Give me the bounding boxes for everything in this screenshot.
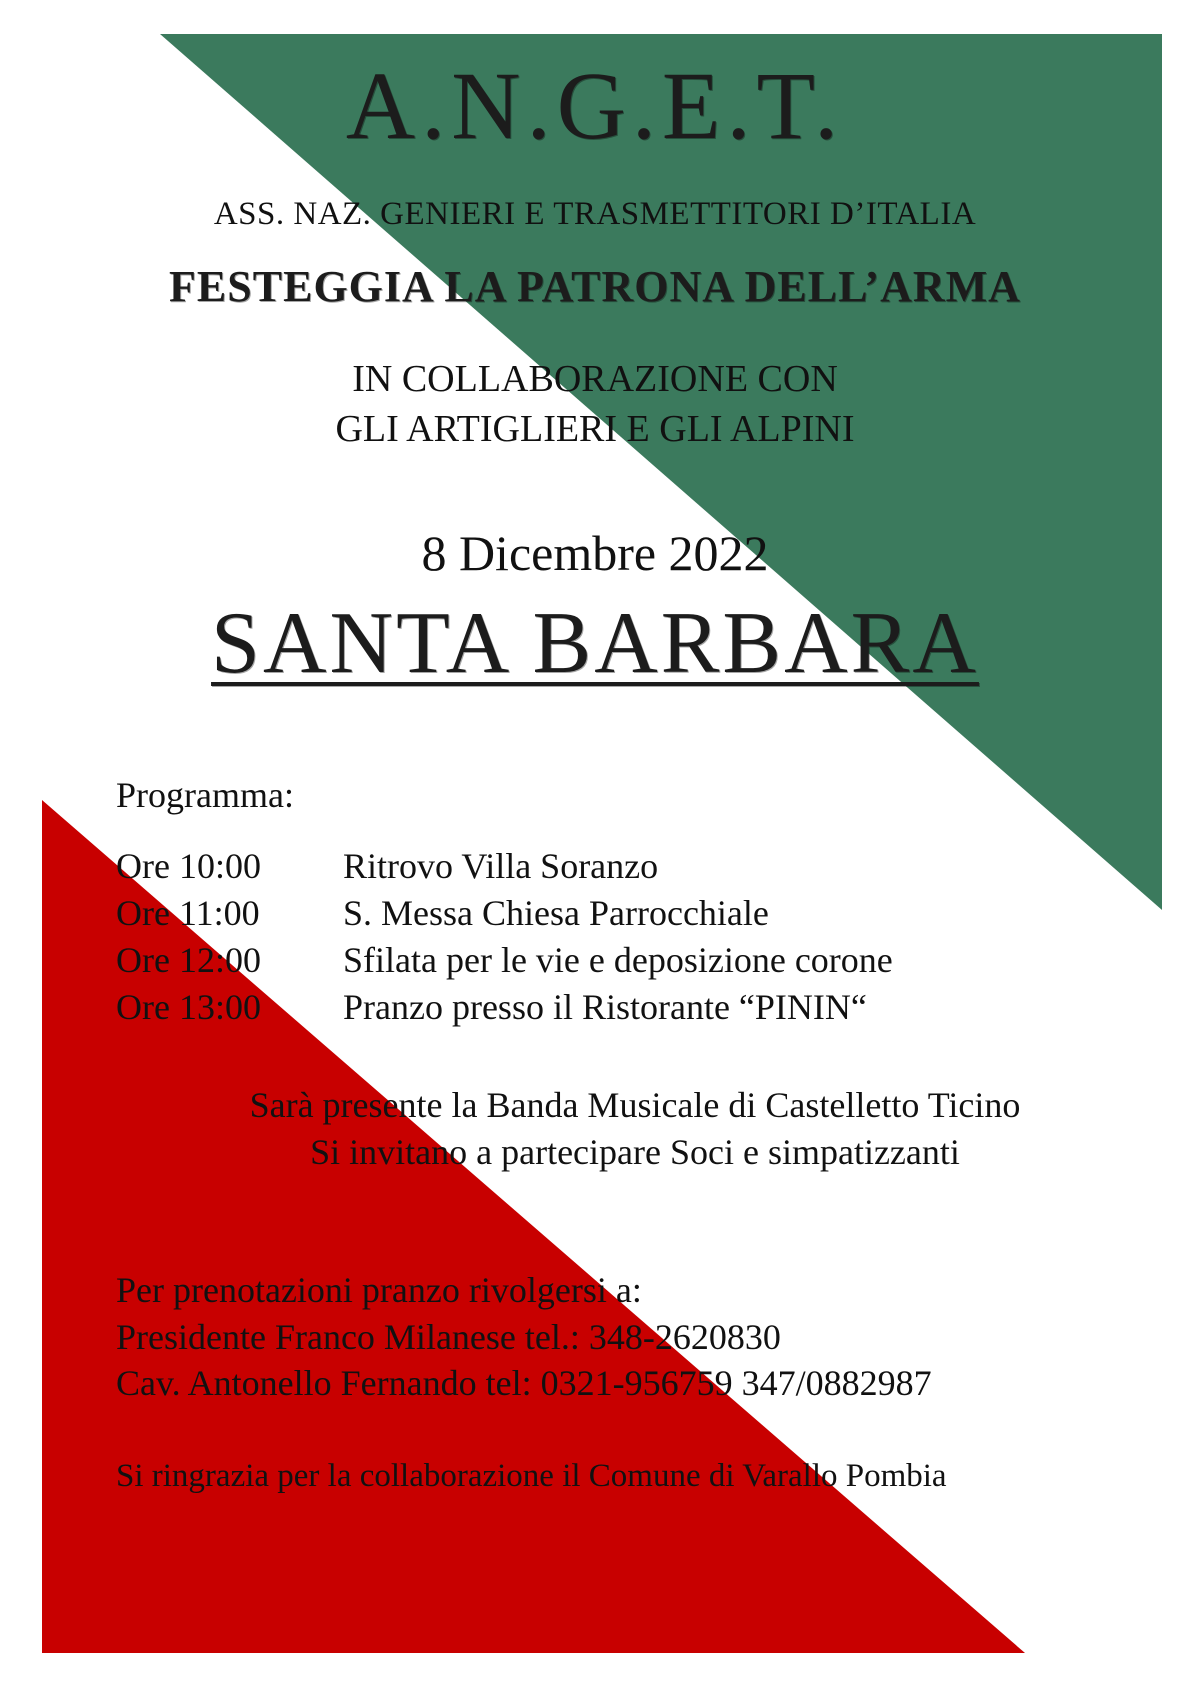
band-note: Sarà presente la Banda Musicale di Castelletto Ticino [249, 1085, 1021, 1125]
program-activity: Ritrovo Villa Soranzo [343, 846, 659, 886]
organization-subtitle: ASS. NAZ. GENIERI E TRASMETTITORI D’ITALIA [213, 196, 977, 232]
event-name: SANTA BARBARA [211, 595, 979, 692]
organization-title: A.N.G.E.T. [345, 52, 845, 159]
booking-heading: Per prenotazioni pranzo rivolgersi a: [116, 1270, 642, 1310]
program-time: Ore 10:00 [116, 846, 261, 886]
collaboration-line-2: GLI ARTIGLIERI E GLI ALPINI [335, 408, 855, 450]
program-heading: Programma: [116, 775, 294, 815]
invitation-note: Si invitano a partecipare Soci e simpatizzanti [310, 1132, 960, 1172]
program-time: Ore 13:00 [116, 987, 261, 1027]
green-triangle [160, 34, 1162, 910]
contact-line: Presidente Franco Milanese tel.: 348-2620830 [116, 1317, 781, 1357]
program-time: Ore 12:00 [116, 940, 261, 980]
contact-line: Cav. Antonello Fernando tel: 0321-956759 347/0882987 [116, 1363, 932, 1403]
program-activity: Sfilata per le vie e deposizione corone [343, 940, 893, 980]
event-date: 8 Dicembre 2022 [421, 525, 769, 581]
thanks-note: Si ringrazia per la collaborazione il Comune di Varallo Pombia [116, 1458, 947, 1494]
collaboration-line-1: IN COLLABORAZIONE CON [352, 358, 838, 400]
program-activity: Pranzo presso il Ristorante “PININ“ [343, 987, 867, 1027]
celebration-heading: FESTEGGIA LA PATRONA DELL’ARMA [169, 262, 1021, 311]
program-time: Ore 11:00 [116, 893, 260, 933]
program-activity: S. Messa Chiesa Parrocchiale [343, 893, 769, 933]
